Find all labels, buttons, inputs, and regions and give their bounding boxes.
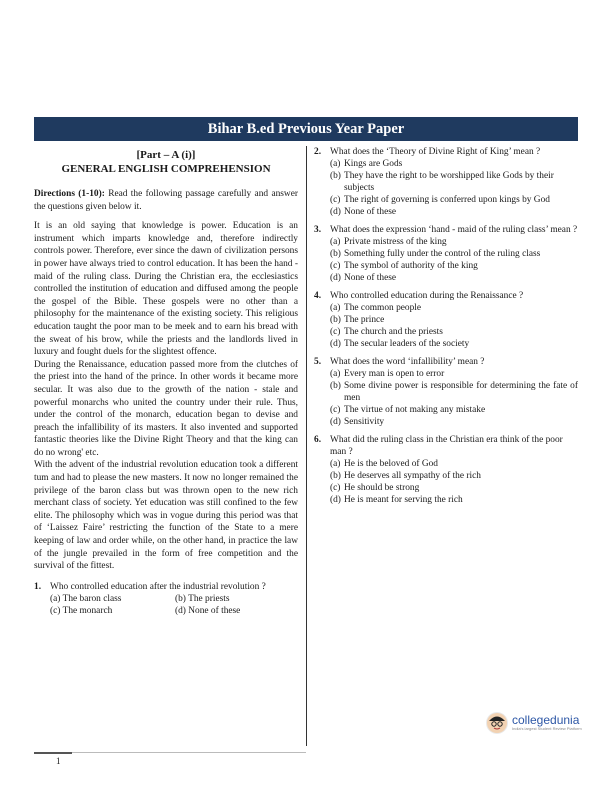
option: (b) The priests: [175, 593, 230, 604]
part-heading: [Part – A (i)]: [136, 149, 196, 161]
question-text: What did the ruling class in the Christian era think of the poor man ?: [330, 435, 563, 457]
question-text: What does the expression ‘hand - maid of the ruling class’ mean ?: [330, 225, 578, 235]
mascot-icon: [486, 712, 508, 734]
options: [50, 593, 298, 617]
question-text: What does the ‘Theory of Divine Right of King’ mean ?: [330, 147, 541, 157]
question-text: Who controlled education during the Renaissance ?: [330, 291, 524, 301]
option: (a) The baron class: [50, 593, 122, 604]
question-text: What does the word ‘infallibility’ mean ?: [330, 357, 485, 367]
passage-paragraph-1: It is an old saying that knowledge is power. Education is an instrument which imparts knowledge and, therefore indirectly controls power. Therefore, ever since the dawn of civilization persons in power have always tried to control education. It has been the hand - maid of the ruling class. During the Christian era, the ecclesiastics controlled the institution of education and diffused among the people the gospel of the Bible. These gospels were no other than a philosophy for the maintenance of the existing society. This religious education taught the poor man to be meek and to earn his bread with the sweat of his brow, while the priests and the landlords lived in luxury and fought duels for the slightest offence.: [34, 221, 298, 358]
directions-label: Directions (1-10):: [34, 189, 105, 199]
page-banner-title: Bihar B.ed Previous Year Paper: [34, 117, 578, 141]
question-text: Who controlled education after the industrial revolution ?: [50, 581, 266, 592]
footer-accent-line: [34, 752, 72, 754]
passage-paragraph-3: With the advent of the industrial revolution education took a different tum and had to please the new masters. It now no longer remained the privilege of the baron class but was thrown open to the new rich merchant class of society. Yet education was still confined to the few elite. The philosophy which was in vogue during this period was that of ‘Laissez Faire’ restricting the function of the State to a mere keeping of law and order while, on the other hand, in practice the law of the jungle prevailed in the form of free competition and the survival of the fittest.: [34, 460, 298, 572]
question-6: 6. What did the ruling class in the Christian era think of the poor man ? (a) He is the beloved of God (b) He deserves all sympathy of the rich (c) He should be strong (d) He is meant for serving the rich: [314, 434, 578, 506]
question-2: 2. What does the ‘Theory of Divine Right of King’ mean ? (a) Kings are Gods (b) They have the right to be worshipped like Gods by their subjects (c) The right of governing is conferred upon kings by God (d) None of these: [314, 146, 578, 218]
right-column: [314, 146, 578, 512]
footer-rule: [72, 752, 306, 753]
question-4: 4. Who controlled education during the Renaissance ? (a) The common people (b) The prince (c) The church and the priests (d) The secular leaders of the society: [314, 290, 578, 350]
question-5: 5. What does the word ‘infallibility’ mean ? (a) Every man is open to error (b) Some divine power is responsible for determining the fate of men (c) The virtue of not making any mistake (d) Sensitivity: [314, 357, 578, 427]
passage-paragraph-2: During the Renaissance, education passed more from the clutches of the priest into the hand of the prince. In other words it became more secular. It was also due to the growth of the nation - stale and powerful monarchs who united the country under their rule. Thus, under the control of the monarch, education began to devise and preach the infallibility of its masters. It also invented and supported fantastic theories like the Divine Right Theory and that the king can do no wrong' etc.: [34, 359, 298, 458]
left-column: [34, 148, 298, 617]
section-heading: GENERAL ENGLISH COMPREHENSION: [61, 163, 271, 175]
question-1: [34, 581, 298, 617]
question-3: 3. What does the expression ‘hand - maid of the ruling class’ mean ? (a) Private mistress of the king (b) Something fully under the control of the ruling class (c) The symbol of authority of the king (d) None of these: [314, 225, 578, 283]
page-number: 1: [56, 756, 61, 766]
collegedunia-logo: [486, 712, 582, 734]
logo-tagline: India's largest Student Review Platform: [512, 726, 582, 731]
logo-name: collegedunia: [512, 713, 580, 727]
option: (c) The monarch: [50, 605, 113, 616]
directions: [34, 188, 298, 213]
directions-text: Read the following passage carefully and answer the questions given below it.: [34, 189, 298, 212]
column-divider: [306, 146, 307, 746]
question-number: 1.: [34, 581, 42, 592]
option: (d) None of these: [175, 605, 241, 616]
